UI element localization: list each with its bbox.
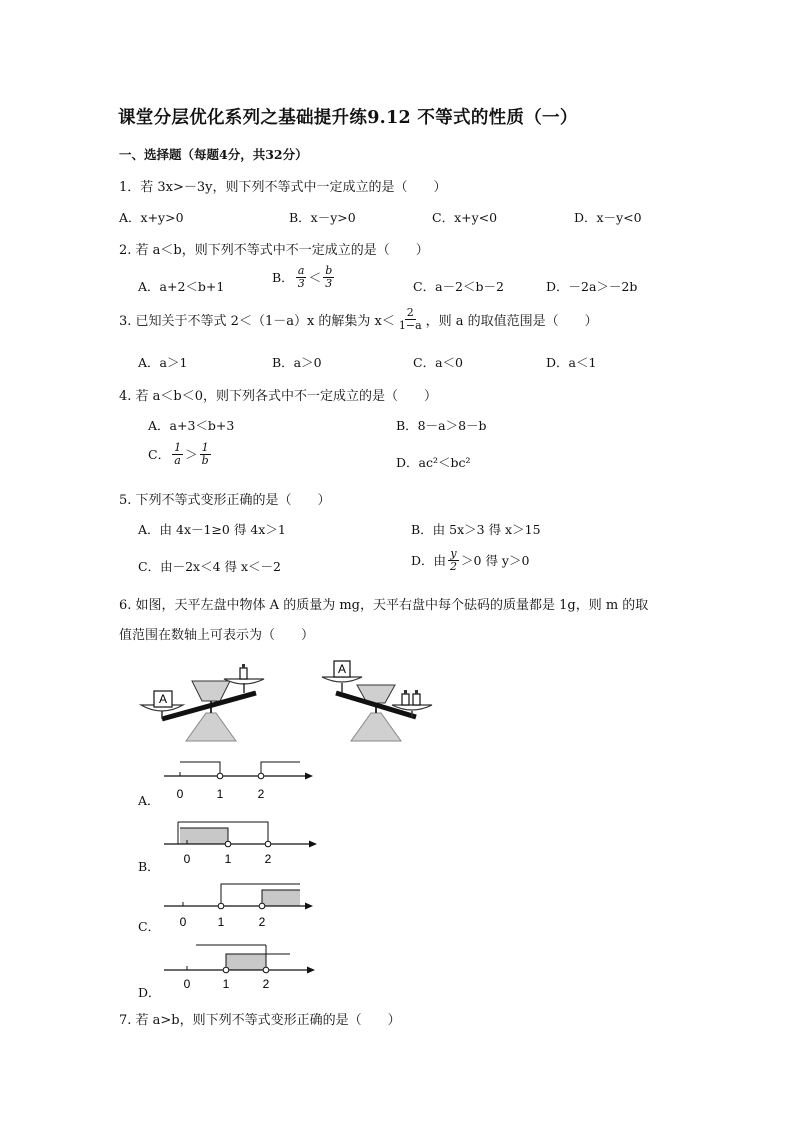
q2-option-b-rel: ＜: [308, 270, 322, 286]
q1-option-b: B．x－y>0: [289, 210, 356, 225]
q3-option-a: A．a＞1: [138, 355, 188, 370]
q3-stem-fraction: $\frac{2}{1-a}$: [398, 306, 422, 332]
q6-option-a-label: A．: [138, 793, 160, 808]
q5-option-d-post: ＞0 得 y＞0: [461, 553, 530, 569]
tick-label-1: 1: [224, 852, 232, 866]
balance-right-box-label: A: [337, 662, 347, 676]
q6-option-c-label: C．: [138, 919, 161, 934]
q2-option-a: A．a+2＜b+1: [138, 279, 225, 294]
q2-option-b-frac2: $\frac{b}{3}$: [325, 264, 333, 290]
q3-option-c: C．a＜0: [413, 355, 463, 370]
q5-option-d-frac: $\frac{y}{2}$: [450, 547, 458, 573]
q4-option-c-rel: ＞: [185, 447, 198, 463]
q4-option-c-frac2: $\frac{1}{b}$: [201, 441, 209, 467]
q6-option-b-numberline: [160, 816, 325, 868]
tick-label-0: 0: [183, 977, 191, 991]
q2-option-b: [272, 265, 336, 289]
tick-label-0: 0: [176, 787, 184, 801]
q4-stem: 4. 若 a＜b＜0，则下列各式中不一定成立的是（ ）: [119, 389, 438, 404]
q4-option-c: [148, 442, 213, 466]
q5-option-a: A．由 4x－1≥0 得 4x＞1: [138, 522, 286, 537]
q6-stem-line1: 6. 如图，天平左盘中物体 A 的质量为 mg，天平右盘中每个砝码的质量都是 1g，则 m 的取: [119, 598, 649, 613]
q3-option-d: D．a＜1: [546, 355, 597, 370]
q3-stem-pre: 3. 已知关于不等式 2＜（1－a）x 的解集为 x＜: [119, 313, 395, 329]
balance-right: [322, 661, 432, 741]
q2-option-b-prefix: B．: [272, 270, 294, 286]
q1-option-d: D．x－y<0: [574, 210, 642, 225]
q5-stem: 5. 下列不等式变形正确的是（ ）: [119, 493, 331, 508]
q6-stem-line2: 值范围在数轴上可表示为（ ）: [119, 628, 315, 643]
q4-option-a: A．a+3＜b+3: [148, 418, 235, 433]
q2-option-c: C．a－2＜b－2: [413, 279, 504, 294]
q6-option-d-label: D．: [138, 985, 161, 1000]
q3-stem: [119, 307, 598, 331]
q5-option-d-pre: D．由: [411, 553, 447, 569]
q6-option-c-numberline: [160, 880, 320, 930]
q5-option-d: [411, 548, 529, 572]
q6-option-a-numberline: [160, 758, 320, 806]
q4-option-d: D．ac²＜bc²: [396, 455, 471, 470]
tick-label-2: 2: [257, 787, 265, 801]
tick-label-0: 0: [179, 915, 187, 929]
tick-label-1: 1: [216, 787, 224, 801]
q6-option-b-label: B．: [138, 859, 160, 874]
q4-option-c-frac1: $\frac{1}{a}$: [174, 441, 182, 467]
q3-stem-post: ，则 a 的取值范围是（ ）: [425, 313, 598, 329]
q5-option-c: C．由－2x＜4 得 x＜－2: [138, 559, 281, 574]
tick-label-1: 1: [222, 977, 230, 991]
q5-option-b: B．由 5x＞3 得 x＞15: [411, 522, 541, 537]
q4-option-b: B．8－a＞8－b: [396, 418, 487, 433]
tick-label-2: 2: [258, 915, 266, 929]
q2-option-d: D．－2a＞－2b: [546, 279, 638, 294]
section-heading: 一、选择题（每题4分，共32分）: [119, 147, 308, 162]
balance-left-box-label: A: [158, 692, 168, 706]
balance-figures: [136, 655, 456, 745]
q1-option-a: A．x+y>0: [119, 210, 184, 225]
q1-stem: 1．若 3x>－3y，则下列不等式中一定成立的是（ ）: [119, 180, 447, 195]
q2-option-b-frac1: $\frac{a}{3}$: [297, 264, 305, 290]
tick-label-2: 2: [264, 852, 272, 866]
q4-option-c-prefix: C．: [148, 447, 171, 463]
tick-label-1: 1: [217, 915, 225, 929]
page-title: 课堂分层优化系列之基础提升练9.12 不等式的性质（一）: [118, 108, 578, 128]
q3-option-b: B．a＞0: [272, 355, 322, 370]
tick-label-2: 2: [262, 977, 270, 991]
tick-label-0: 0: [183, 852, 191, 866]
q2-stem: 2. 若 a＜b，则下列不等式中不一定成立的是（ ）: [119, 243, 429, 258]
balance-left: [141, 664, 264, 741]
q1-option-c: C．x+y<0: [432, 210, 498, 225]
q6-option-d-numberline: [160, 940, 325, 992]
q7-stem: 7. 若 a>b，则下列不等式变形正确的是（ ）: [119, 1013, 401, 1028]
